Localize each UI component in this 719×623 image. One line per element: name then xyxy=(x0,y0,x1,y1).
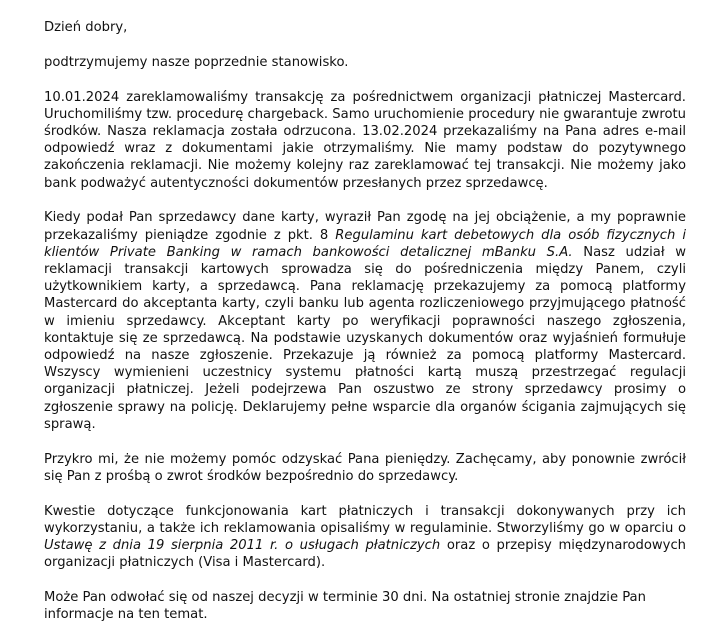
letter-body xyxy=(44,19,686,623)
greeting: Dzień dobry, xyxy=(44,20,128,35)
card-procedure-paragraph xyxy=(44,209,686,433)
card-procedure-text-end: Nasz udział w reklamacji transakcji kartowych sprowadza się do pośredniczenia między Panem, czyli użytkownikiem karty, a sprzedawcą. Pana reklamację przekazujemy za pomocą platformy Mastercard do akceptanta karty, czyli banku lub agenta rozliczeniowego przyjmującego płatność w imieniu sprzedawcy. Akceptant karty po weryfikacji poprawności naszego zgłoszenia, kontaktuje się ze sprzedawcą. Na podstawie uzyskanych dokumentów oraz wyjaśnień formułuje odpowiedź na nasze zgłoszenie. Przekazuje ją również za pomocą platformy Mastercard. Wszyscy wymienieni uczestnicy systemu płatności kartą muszą przestrzegać regulacji organizacji płatniczej. Jeżeli podejrzewa Pan oszustwo ze strony sprzedawcy prosimy o zgłoszenie sprawy na policję. Deklarujemy pełne wsparcie dla organów ścigania zajmujących się sprawą. xyxy=(44,244,686,432)
complaint-history-paragraph: 10.01.2024 zareklamowaliśmy transakcję za pośrednictwem organizacji płatniczej Mastercard. Uruchomiliśmy tzw. procedurę chargeback. Samo uruchomienie procedury nie gwarantuje zwrotu środków. Nasza reklamacja została odrzucona. 13.02.2024 przekazaliśmy na Pana adres e-mail odpowiedź wraz z dokumentami jakie otrzymaliśmy. Nie mamy podstaw do pozytywnego zakończenia reklamacji. Nie możemy kolejny raz zareklamować tej transakcji. Nie możemy jako bank podważyć autentyczności dokumentów przesłanych przez sprzedawcę. xyxy=(44,89,686,191)
intro-paragraph: podtrzymujemy nasze poprzednie stanowisko. xyxy=(44,54,349,70)
regulation-text-end: oraz o przepisy międzynarodowych organizacji płatniczych (Visa i Mastercard). xyxy=(44,538,686,571)
regulation-paragraph xyxy=(44,503,686,572)
apology-paragraph: Przykro mi, że nie możemy pomóc odzyskać Pana pieniędzy. Zachęcamy, aby ponownie zwrócił się Pan z prośbą o zwrot środków bezpośrednio do sprzedawcy. xyxy=(44,451,686,484)
card-procedure-text-start: Kiedy podał Pan sprzedawcy dane karty, wyraził Pan zgodę na jej obciążenie, a my poprawnie przekazaliśmy pieniądze zgodnie z pkt. 8 xyxy=(44,210,686,243)
card-regulation-title: Regulaminu kart debetowych dla osób fizycznych i klientów Private Banking w ramach bankowości detalicznej mBanku S.A. xyxy=(44,227,686,260)
payment-services-act-title: Ustawę z dnia 19 sierpnia 2011 r. o usługach płatniczych xyxy=(44,538,441,554)
appeal-paragraph: Może Pan odwołać się od naszej decyzji w terminie 30 dni. Na ostatniej stronie znajdzie Pan informacje na ten temat. xyxy=(44,590,646,623)
regulation-text-start: Kwestie dotyczące funkcjonowania kart płatniczych i transakcji dokonywanych przy ich wykorzystaniu, a także ich reklamowania opisaliśmy w regulaminie. Stworzyliśmy go w oparciu o xyxy=(44,503,686,536)
